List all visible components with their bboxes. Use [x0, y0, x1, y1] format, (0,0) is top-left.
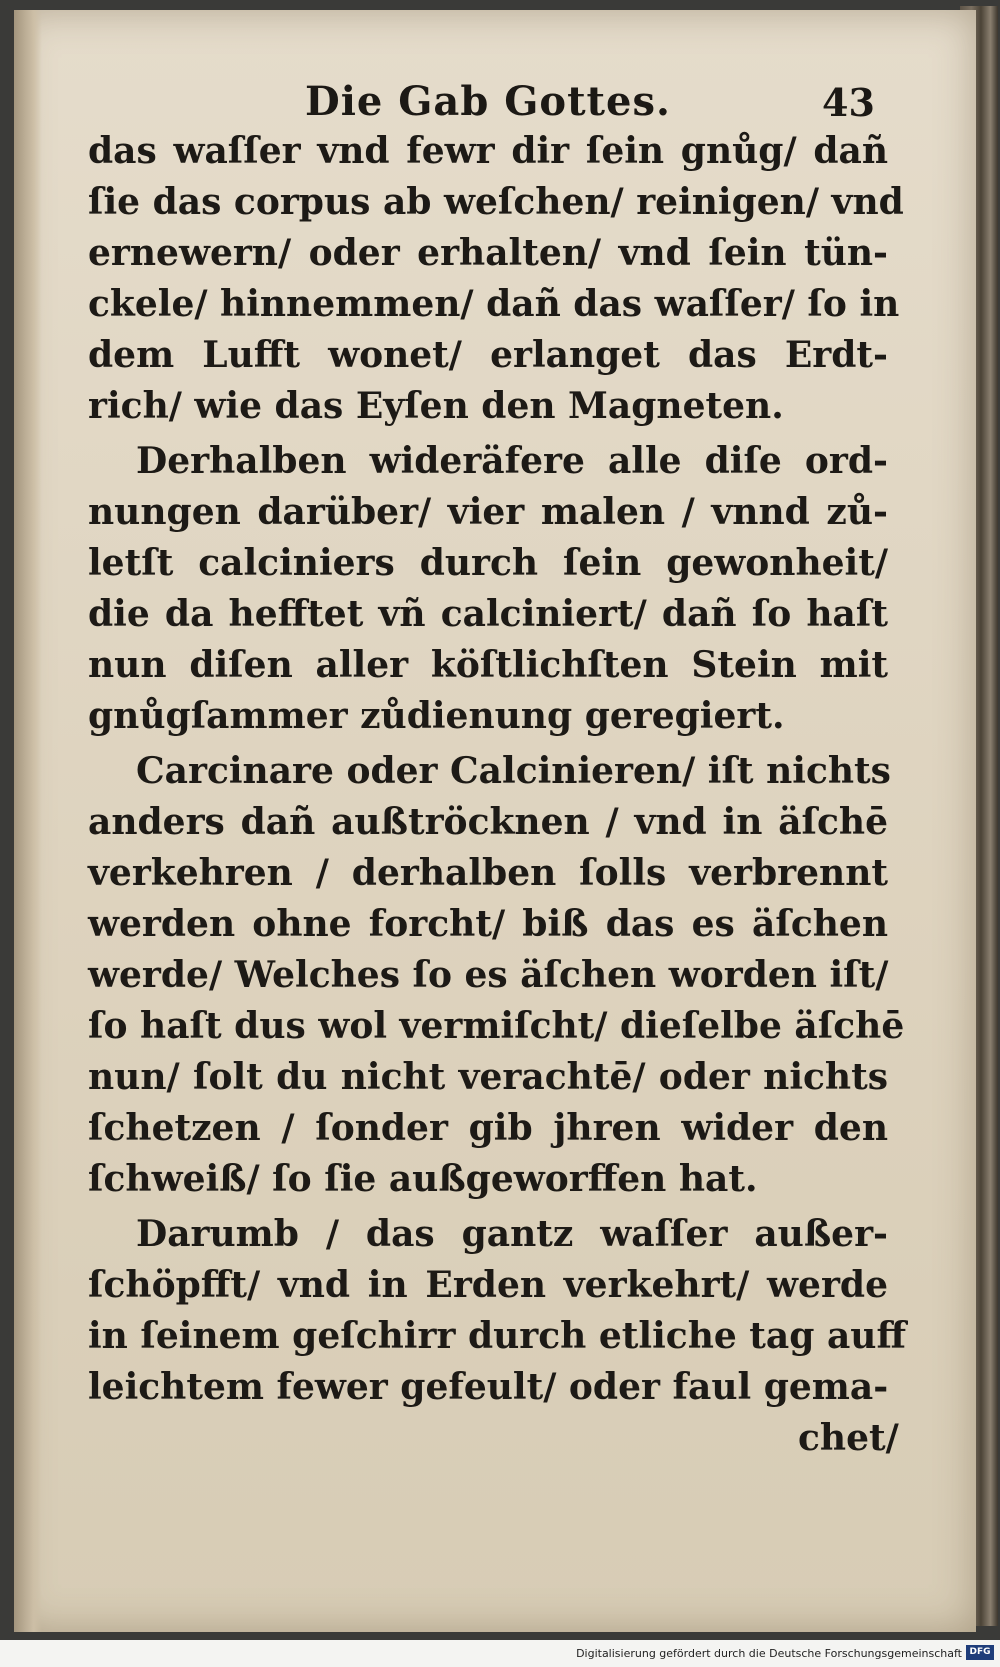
text-line: ſchweiß/ ſo ſie außgeworffen hat.	[88, 1158, 758, 1200]
text-line: die da hefftet vñ calciniert/ dañ ſo haſt	[88, 593, 888, 635]
text-line: ſchöpfft/ vnd in Erden verkehrt/ werde	[88, 1264, 888, 1306]
text-line: das waſſer vnd fewr dir ſein gnůg/ dañ	[88, 130, 888, 172]
text-line: leichtem fewer gefeult/ oder faul gema-	[88, 1366, 889, 1408]
text-line: letſt calciniers durch ſein gewonheit/	[88, 542, 888, 584]
page-number: 43	[822, 80, 875, 125]
text-line: ſie das corpus ab weſchen/ reinigen/ vnd	[88, 181, 904, 223]
text-line: werde/ Welches ſo es äſchen worden iſt/	[88, 954, 889, 996]
digitization-footer	[0, 1640, 1000, 1667]
text-line: nun diſen aller köſtlichſten Stein mit	[88, 644, 888, 686]
page-gutter	[14, 10, 42, 1632]
text-line: gnůgſammer zůdienung geregiert.	[88, 695, 785, 737]
text-line: nungen darüber/ vier malen / vnnd zů-	[88, 491, 888, 533]
text-line: Darumb / das gantz waſſer außer-	[136, 1213, 888, 1255]
text-line: dem Lufft wonet/ erlanget das Erdt-	[88, 334, 888, 376]
text-line: Derhalben wideräfere alle diſe ord-	[136, 440, 888, 482]
text-line: ernewern/ oder erhalten/ vnd ſein tün-	[88, 232, 888, 274]
text-line: ckele/ hinnemmen/ dañ das waſſer/ ſo in	[88, 283, 900, 325]
text-line: anders dañ außtröcknen / vnd in äſchē	[88, 801, 888, 843]
running-head: Die Gab Gottes.	[305, 78, 671, 125]
text-line: ſo haſt dus wol vermiſcht/ dieſelbe äſchē	[88, 1005, 905, 1047]
text-line: verkehren / derhalben ſolls verbrennt	[88, 852, 888, 894]
text-line: Carcinare oder Calcinieren/ iſt nichts	[136, 750, 891, 792]
text-line: ſchetzen / ſonder gib jhren wider den	[88, 1107, 888, 1149]
text-line: nun/ ſolt du nicht verachtē/ oder nichts	[88, 1056, 888, 1098]
text-line: rich/ wie das Eyſen den Magneten.	[88, 385, 784, 427]
text-line: in ſeinem geſchirr durch etliche tag auff	[88, 1315, 907, 1357]
text-line: chet/	[798, 1417, 899, 1459]
text-line: werden ohne forcht/ biß das es äſchen	[88, 903, 888, 945]
funding-credit: Digitalisierung gefördert durch die Deutsche Forschungsgemeinschaft	[576, 1647, 962, 1660]
dfg-logo: DFG	[966, 1645, 994, 1660]
